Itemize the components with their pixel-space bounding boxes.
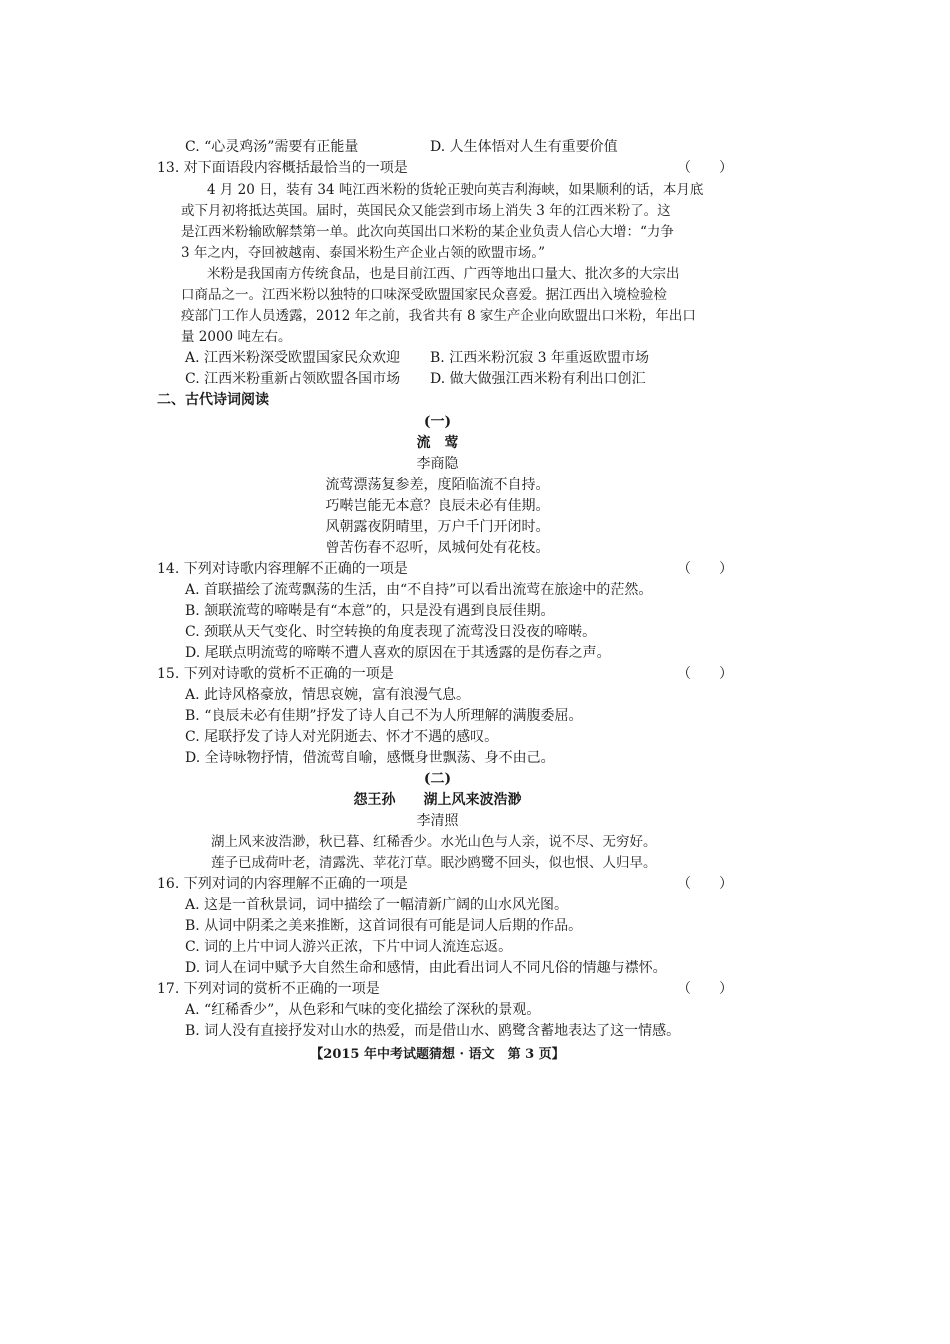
q15-stem: 15. 下列对诗歌的赏析不正确的一项是 — [157, 666, 394, 682]
q15-answer-paren: （ ） — [677, 666, 733, 682]
q17-option: A. “红稀香少”，从色彩和气味的变化描绘了深秋的景观。 — [185, 1002, 541, 1018]
q13-answer-paren: （ ） — [677, 160, 733, 176]
q12-option-d: D. 人生体悟对人生有重要价值 — [430, 139, 618, 155]
page-footer: 【2015 年中考试题猜想 · 语文 第 3 页】 — [310, 1047, 565, 1062]
poem1-line: 风朝露夜阴晴里，万户千门开闭时。 — [325, 519, 550, 535]
q14-option: A. 首联描绘了流莺飘荡的生活，由“不自持”可以看出流莺在旅途中的茫然。 — [185, 582, 653, 598]
q14-stem: 14. 下列对诗歌内容理解不正确的一项是 — [157, 561, 408, 577]
poem1-title: 流 莺 — [416, 435, 459, 451]
q17-stem: 17. 下列对词的赏析不正确的一项是 — [157, 981, 380, 997]
q14-answer-paren: （ ） — [677, 561, 733, 577]
q13-passage-line: 口商品之一。江西米粉以独特的口味深受欧盟国家民众喜爱。据江西出入境检验检 — [181, 287, 667, 303]
q13-passage-line: 米粉是我国南方传统食品，也是目前江西、广西等地出口量大、批次多的大宗出 — [207, 266, 680, 282]
q13-passage-line: 或下月初将抵达英国。届时，英国民众又能尝到市场上消失 3 年的江西米粉了。这 — [181, 203, 671, 219]
q16-stem: 16. 下列对词的内容理解不正确的一项是 — [157, 876, 408, 892]
q13-passage-line: 3 年之内，夺回被越南、泰国米粉生产企业占领的欧盟市场。” — [181, 245, 546, 261]
q15-option: D. 全诗咏物抒情，借流莺自喻，感慨身世飘荡、身不由己。 — [185, 750, 555, 766]
q16-option: D. 词人在词中赋予大自然生命和感情，由此看出词人不同凡俗的情趣与襟怀。 — [185, 960, 667, 976]
q13-stem: 13. 对下面语段内容概括最恰当的一项是 — [157, 160, 408, 176]
q13-option-c: C. 江西米粉重新占领欧盟各国市场 — [185, 371, 401, 387]
q16-option: C. 词的上片中词人游兴正浓，下片中词人流连忘返。 — [185, 939, 513, 955]
poem1-line: 巧啭岂能无本意？良辰未必有佳期。 — [325, 498, 550, 514]
poem1-author: 李商隐 — [416, 456, 459, 472]
q17-option: B. 词人没有直接抒发对山水的热爱，而是借山水、鸥鹭含蓄地表达了这一情感。 — [185, 1023, 681, 1039]
q12-option-c: C. “心灵鸡汤”需要有正能量 — [185, 139, 359, 155]
poem1-part-label: (一) — [423, 414, 452, 430]
poem2-title: 怨王孙 湖上风来波浩渺 — [353, 792, 522, 808]
poem2-part-label: (二) — [423, 771, 452, 787]
q13-passage-line: 是江西米粉输欧解禁第一单。此次向英国出口米粉的某企业负责人信心大增：“力争 — [181, 224, 674, 240]
q17-answer-paren: （ ） — [677, 981, 733, 997]
q16-answer-paren: （ ） — [677, 876, 733, 892]
q13-option-a: A. 江西米粉深受欧盟国家民众欢迎 — [185, 350, 401, 366]
q14-option: C. 颈联从天气变化、时空转换的角度表现了流莺没日没夜的啼啭。 — [185, 624, 597, 640]
poem2-line: 莲子已成荷叶老，清露洗、苹花汀草。眠沙鸥鹭不回头，似也恨、人归早。 — [211, 855, 657, 871]
q16-option: A. 这是一首秋景词，词中描绘了一幅清新广阔的山水风光图。 — [185, 897, 569, 913]
q15-option: C. 尾联抒发了诗人对光阴逝去、怀才不遇的感叹。 — [185, 729, 499, 745]
q13-option-d: D. 做大做强江西米粉有利出口创汇 — [430, 371, 646, 387]
poem2-line: 湖上风来波浩渺，秋已暮、红稀香少。水光山色与人亲，说不尽、无穷好。 — [211, 834, 657, 850]
q13-passage-line: 量 2000 吨左右。 — [181, 329, 292, 345]
q16-option: B. 从词中阴柔之美来推断，这首词很有可能是词人后期的作品。 — [185, 918, 583, 934]
q14-option: D. 尾联点明流莺的啼啭不遭人喜欢的原因在于其透露的是伤春之声。 — [185, 645, 611, 661]
poem1-line: 流莺漂荡复参差，度陌临流不自持。 — [325, 477, 550, 493]
q15-option: B. “良辰未必有佳期”抒发了诗人自己不为人所理解的满腹委屈。 — [185, 708, 583, 724]
q13-passage-line: 4 月 20 日，装有 34 吨江西米粉的货轮正驶向英吉利海峡，如果顺利的话，本月底 — [207, 182, 704, 198]
q15-option: A. 此诗风格豪放，情思哀婉，富有浪漫气息。 — [185, 687, 471, 703]
poem2-author: 李清照 — [416, 813, 459, 829]
section-heading: 二、古代诗词阅读 — [157, 392, 269, 408]
q14-option: B. 颔联流莺的啼啭是有“本意”的，只是没有遇到良辰佳期。 — [185, 603, 555, 619]
q13-option-b: B. 江西米粉沉寂 3 年重返欧盟市场 — [430, 350, 649, 366]
q13-passage-line: 疫部门工作人员透露，2012 年之前，我省共有 8 家生产企业向欧盟出口米粉，年出口 — [181, 308, 696, 324]
poem1-line: 曾苦伤春不忍听，凤城何处有花枝。 — [325, 540, 550, 556]
